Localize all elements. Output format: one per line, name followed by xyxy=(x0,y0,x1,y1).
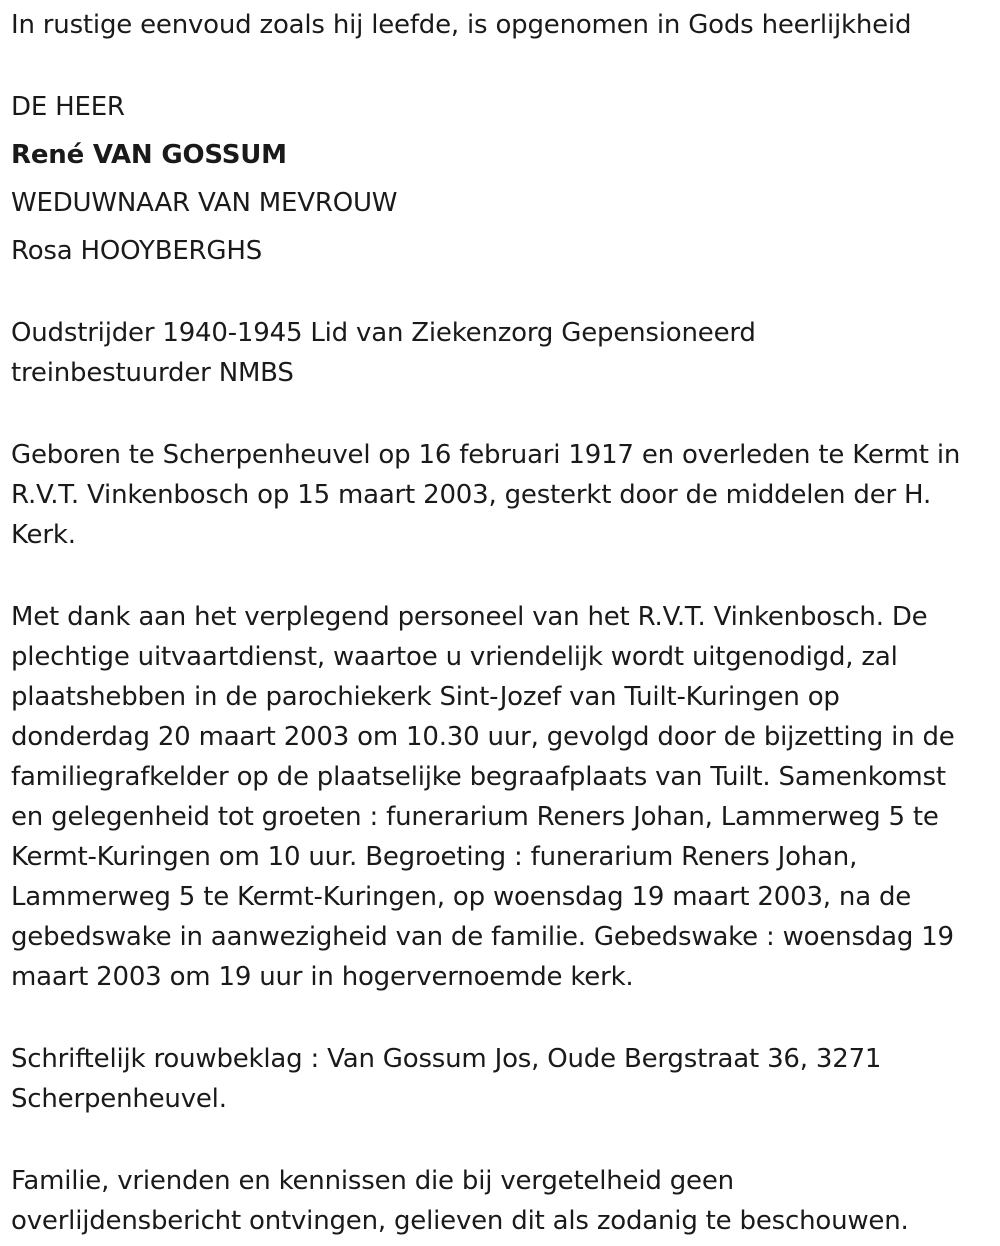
spacer xyxy=(11,271,990,313)
service-line: gebedswake in aanwezigheid van de familie. Gebedswake : woensdag 19 xyxy=(11,922,954,952)
spacer xyxy=(11,393,990,435)
service-paragraph xyxy=(11,597,990,997)
condolences-paragraph xyxy=(11,1039,990,1119)
deceased-name: René VAN GOSSUM xyxy=(11,140,287,170)
occupation-paragraph xyxy=(11,313,990,393)
service-line: donderdag 20 maart 2003 om 10.30 uur, gevolgd door de bijzetting in de xyxy=(11,722,955,752)
birth-death-line: R.V.T. Vinkenbosch op 15 maart 2003, gesterkt door de middelen der H. xyxy=(11,480,932,510)
birth-death-line: Kerk. xyxy=(11,520,76,550)
condolences-line: Scherpenheuvel. xyxy=(11,1084,227,1114)
spacer xyxy=(11,555,990,597)
service-line: Met dank aan het verplegend personeel van het R.V.T. Vinkenbosch. De xyxy=(11,602,928,632)
service-line: maart 2003 om 19 uur in hogervernoemde kerk. xyxy=(11,962,634,992)
closing-paragraph xyxy=(11,1161,990,1241)
service-line: Kermt-Kuringen om 10 uur. Begroeting : funerarium Reners Johan, xyxy=(11,842,858,872)
widower-label: WEDUWNAAR VAN MEVROUW xyxy=(11,188,398,218)
spacer xyxy=(11,45,990,87)
birth-death-paragraph xyxy=(11,435,990,555)
service-line: Lammerweg 5 te Kermt-Kuringen, op woensdag 19 maart 2003, na de xyxy=(11,882,912,912)
spacer xyxy=(11,1119,990,1161)
closing-line: Familie, vrienden en kennissen die bij vergetelheid geen xyxy=(11,1166,734,1196)
closing-line: overlijdensbericht ontvingen, gelieven dit als zodanig te beschouwen. xyxy=(11,1206,909,1236)
intro-line: In rustige eenvoud zoals hij leefde, is opgenomen in Gods heerlijkheid xyxy=(11,10,912,40)
service-line: plechtige uitvaartdienst, waartoe u vriendelijk wordt uitgenodigd, zal xyxy=(11,642,898,672)
honorific-title: DE HEER xyxy=(11,92,125,122)
occupation-line: Oudstrijder 1940-1945 Lid van Ziekenzorg Gepensioneerd xyxy=(11,318,756,348)
service-line: en gelegenheid tot groeten : funerarium Reners Johan, Lammerweg 5 te xyxy=(11,802,939,832)
service-line: familiegrafkelder op de plaatselijke begraafplaats van Tuilt. Samenkomst xyxy=(11,762,946,792)
spouse-name: Rosa HOOYBERGHS xyxy=(11,236,263,266)
service-line: plaatshebben in de parochiekerk Sint-Jozef van Tuilt-Kuringen op xyxy=(11,682,840,712)
occupation-line: treinbestuurder NMBS xyxy=(11,358,294,388)
condolences-line: Schriftelijk rouwbeklag : Van Gossum Jos, Oude Bergstraat 36, 3271 xyxy=(11,1044,882,1074)
spacer xyxy=(11,997,990,1039)
birth-death-line: Geboren te Scherpenheuvel op 16 februari 1917 en overleden te Kermt in xyxy=(11,440,961,470)
